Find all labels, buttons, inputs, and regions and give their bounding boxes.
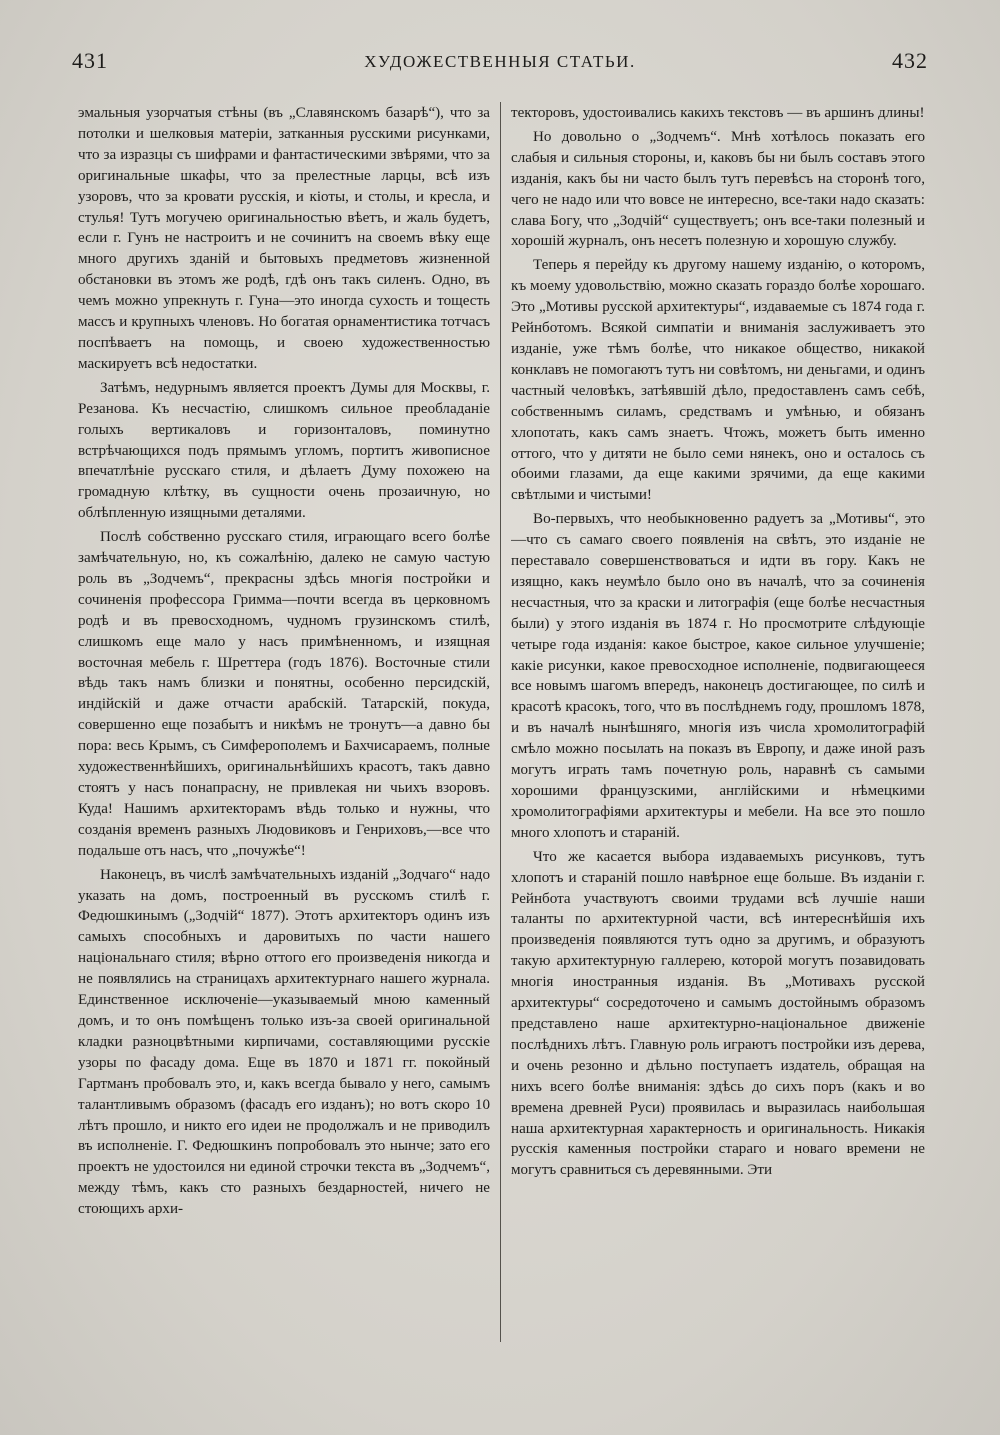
paragraph: Затѣмъ, недурнымъ является проектъ Думы для Москвы, г. Резанова. Къ несчастію, слишкомъ сильное преобладаніе голыхъ вертикаловъ и горизонталовъ, поминутно встрѣчающихся подъ прямымъ угломъ, портитъ живописное впечатлѣніе русскаго стиля, и дѣлаетъ Думу похожею на громадную клѣтку, въ сущности очень прозаичную, но облѣпленную изящными деталями. [78,379,490,522]
paragraph: Во-первыхъ, что необыкновенно радуетъ за „Мотивы“, это—что съ самаго своего появленія на свѣтъ, это изданіе не переставало совершенствоваться и идти въ гору. Какъ не изящно, какъ неумѣло было оно въ началѣ, что за сочиненія несчастныя, что за краски и литографія (еще болѣе несчастныя были) у этого изданія въ 1874 г. Но просмотрите слѣдующіе четыре года изданія: какое быстрое, какое сильное улучшеніе; какіе рисунки, какое превосходное исполненіе, подвигающееся все новымъ шагомъ впередъ, наконецъ достигающее, по силѣ и красотѣ красокъ, того, что въ послѣднемъ году, прошломъ 1878, и въ началѣ нынѣшняго, многія изъ числа хромолитографій смѣло можно посылать на показъ въ Европу, и даже иной разъ могутъ играть тамъ почетную роль, наравнѣ съ самыми хорошими французскими, англійскими и нѣмецкими хромолитографіями архитектуры и мебели. На все это пошло много хлопотъ и стараній. [511,511,925,841]
paragraph: текторовъ, удостоивались какихъ текстовъ — въ аршинъ длины! [511,105,925,121]
page-number-left: 431 [72,48,108,73]
running-title: ХУДОЖЕСТВЕННЫЯ СТАТЬИ. [364,52,636,71]
paragraph: Что же касается выбора издаваемыхъ рисунковъ, тутъ хлопотъ и стараній пошло навѣрное еще больше. Въ изданіи г. Рейнбота участвуютъ своими трудами всѣ лучшіе наши таланты по архитектурной части, всѣ интереснѣйшія ихъ произведенія появляются тутъ одно за другимъ, и образуютъ такую архитектурную галлерею, которой могутъ позавидовать многія иностранныя изданія. Въ „Мотивахъ русской архитектуры“ сосредоточено и самымъ достойнымъ образомъ представлено наше архитектурно-національное движеніе послѣднихъ лѣтъ. Главную роль играютъ постройки изъ дерева, и очень резонно и дѣльно поступаетъ издатель, обращая на нихъ всего болѣе вниманія: здѣсь до сихъ поръ (какъ и во времена древней Руси) проявилась и выразилась наибольшая наша архитектурная характерность и оригинальность. Никакія русскія каменныя постройки стараго и новаго времени не могутъ сравниться съ деревянными. Эти [511,848,925,1179]
paragraph: Теперь я перейду къ другому нашему изданію, о которомъ, къ моему удовольствію, можно сказать гораздо болѣе хорошаго. Это „Мотивы русской архитектуры“, издаваемые съ 1874 года г. Рейнботомъ. Всякой симпатіи и вниманія заслуживаетъ это изданіе, уже тѣмъ болѣе, что никакое общество, никакой конклавъ не помогаютъ тутъ ни совѣтомъ, ни деньгами, и одинъ частный человѣкъ, затѣявшій дѣло, предоставленъ самъ себѣ, собственнымъ силамъ, средствамъ и умѣнью, и обязанъ хлопотать, какъ самъ знаетъ. Чтожъ, можетъ быть именно оттого, что у дитяти не было семи нянекъ, оно и осталось съ обоими глазами, да еще какими зрячими, да еще какими свѣтлыми и чистыми! [511,257,925,504]
paragraph: Наконецъ, въ числѣ замѣчательныхъ изданій „Зодчаго“ надо указать на домъ, построенный въ русскомъ стилѣ г. Федюшкинымъ („Зодчій“ 1877). Этотъ архитекторъ одинъ изъ самыхъ способныхъ и даровитыхъ по части нашего національнаго стиля; вѣрно оттого его произведенія никогда и не появлялись на страницахъ архитектурнаго нашего журнала. Единственное исключеніе—указываемый мною каменный домъ, и то онъ помѣщенъ только изъ-за своей оригинальной кладки разноцвѣтными кирпичами, составляющими русскіе узоры по фасаду дома. Еще въ 1870 и 1871 гг. покойный Гартманъ пробовалъ это, и, какъ всегда бывало у него, самымъ талантливымъ образомъ (фасадъ его изданъ); но вотъ скоро 10 лѣтъ прошло, и никто его идеи не продолжалъ и не приводилъ въ исполненіе. Г. Федюшкинъ попробовалъ это нынче; зато его проектъ не удостоился ни единой строчки текста въ „Зодчемъ“, между тѣмъ, какъ сто разныхъ бездарностей, ничего не стоющихъ архи- [78,866,490,1218]
column-divider [500,102,501,1342]
paragraph: Послѣ собственно русскаго стиля, играющаго всего болѣе замѣчательную, но, къ сожалѣнію, далеко не самую частую роль въ „Зодчемъ“, прекрасны здѣсь многія постройки и сочиненія профессора Гримма—почти всегда въ церковномъ родѣ и въ превосходномъ, чудномъ грузинскомъ стилѣ, слишкомъ еще мало у насъ примѣненномъ, и изящная восточная мебель г. Шреттера (годъ 1876). Восточные стили вѣдь такъ намъ близки и понятны, особенно персидскій, индійскій и даже отчасти арабскій. Татарскій, покуда, совершенно еще позабытъ и никѣмъ не тронутъ—а давно бы пора: весь Крымъ, съ Симферополемъ и Бахчисараемъ, полные художественнѣйшихъ, оригинальнѣйшихъ красотъ, такъ давно стоятъ у насъ понапрасну, не привлекая ни чьихъ взоровъ. Куда! Нашимъ архитекторамъ вѣдь только и нужны, что созданія временъ разныхъ Людовиковъ и Генриховъ,—все что подальше отъ насъ, что „почужѣе“! [78,529,490,859]
paragraph: Но довольно о „Зодчемъ“. Мнѣ хотѣлось показать его слабыя и сильныя стороны, и, каковъ бы ни былъ составъ этого изданія, какъ бы ни часто былъ тутъ перевѣсъ на сторонѣ того, чего не надо или что вовсе не интересно, все-таки надо сказать: слава Богу, что „Зодчій“ существуетъ; онъ все-таки полезный и хорошій журналъ, онъ несетъ полезную и хорошую службу. [511,128,925,250]
left-text-column [78,103,490,1353]
running-header [72,48,928,78]
paragraph: эмальныя узорчатыя стѣны (въ „Славянскомъ базарѣ“), что за потолки и шелковыя матеріи, затканныя русскими рисунками, что за изразцы съ шифрами и фантастическими звѣрями, что за оригинальные шкафы, что за прелестные ларцы, всѣ изъ узоровъ, что за кровати русскія, и кіоты, и столы, и кресла, и стулья! Тутъ могучею оригинальностью вѣетъ, и жаль будетъ, если г. Гунъ не настроитъ и не сочинитъ на своемъ вѣку еще много другихъ зданій и бытовыхъ предметовъ жизненной обстановки въ этомъ же родѣ, гдѣ онъ такъ силенъ. Одно, въ чемъ можно упрекнуть г. Гуна—это иногда сухость и тощесть массъ и крупныхъ членовъ. Но богатая орнаментистика тотчасъ поспѣваетъ на помощь, и своею художественностью маскируетъ всѣ недостатки. [78,105,490,372]
right-text-column [511,103,925,1353]
page-number-right: 432 [892,48,928,73]
